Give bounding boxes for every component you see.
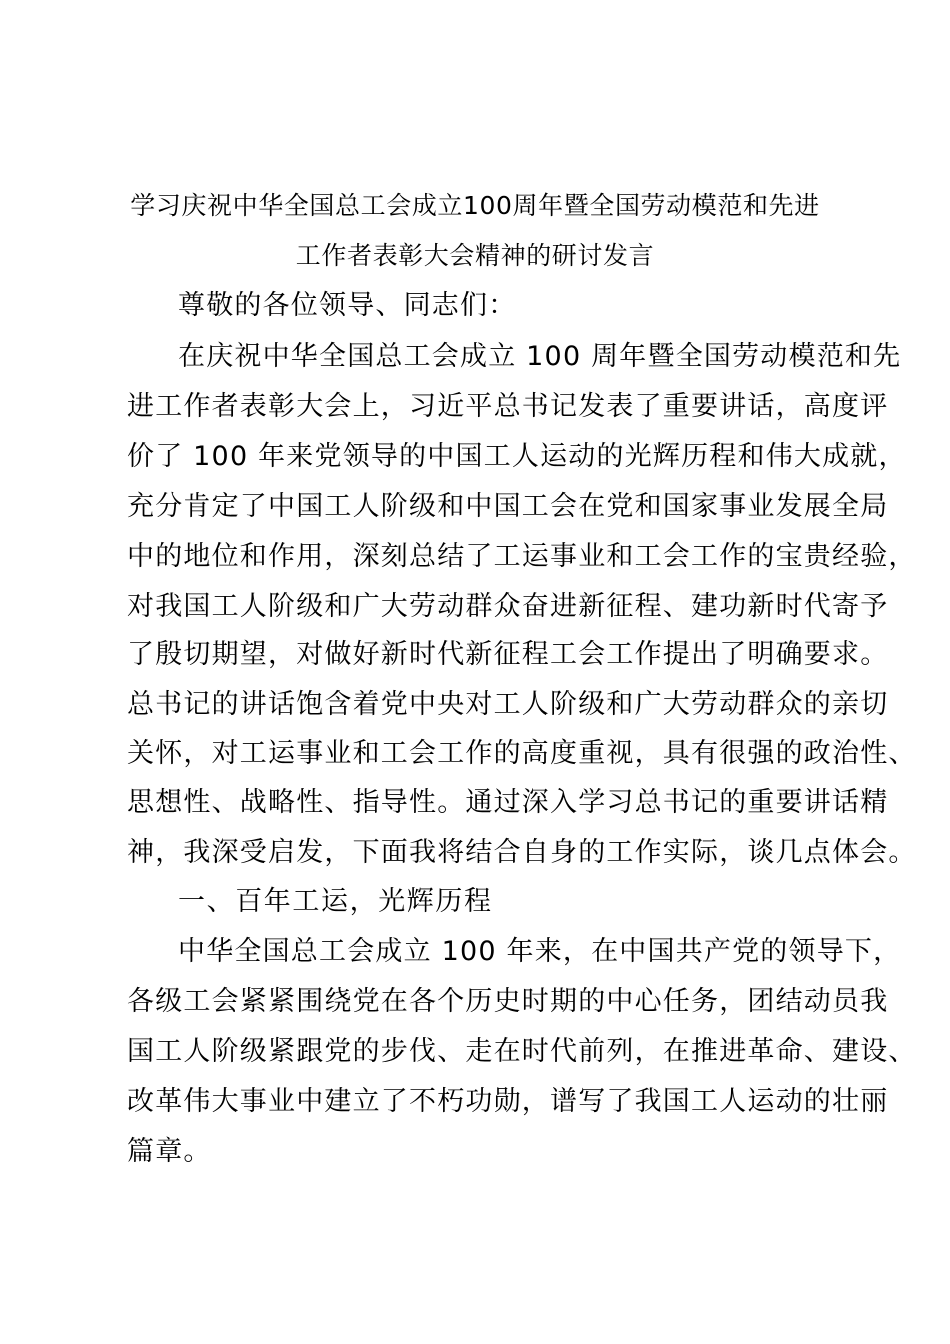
paragraph-1-line: 进工作者表彰大会上，习近平总书记发表了重要讲话，高度评 bbox=[127, 391, 889, 422]
document-title-line-2: 工作者表彰大会精神的研讨发言 bbox=[295, 241, 655, 270]
paragraph-2-line: 各级工会紧紧围绕党在各个历史时期的中心任务，团结动员我 bbox=[127, 986, 889, 1017]
paragraph-1-line: 了殷切期望，对做好新时代新征程工会工作提出了明确要求。 bbox=[127, 639, 889, 670]
paragraph-1-line: 对我国工人阶级和广大劳动群众奋进新征程、建功新时代寄予 bbox=[127, 591, 889, 622]
section-heading-1: 一、百年工运，光辉历程 bbox=[178, 886, 493, 917]
paragraph-1-line: 总书记的讲话饱含着党中央对工人阶级和广大劳动群众的亲切 bbox=[127, 689, 889, 720]
paragraph-1-line: 充分肯定了中国工人阶级和中国工会在党和国家事业发展全局 bbox=[127, 491, 889, 522]
paragraph-2-line: 篇章。 bbox=[127, 1136, 212, 1167]
paragraph-1-line: 关怀，对工运事业和工会工作的高度重视，具有很强的政治性、 bbox=[127, 738, 917, 769]
salutation: 尊敬的各位领导、同志们： bbox=[178, 290, 517, 321]
document-title-line-1: 学习庆祝中华全国总工会成立100周年暨全国劳动模范和先进 bbox=[130, 191, 820, 220]
paragraph-1-line: 在庆祝中华全国总工会成立 100 周年暨全国劳动模范和先 bbox=[178, 341, 902, 372]
paragraph-2-line: 国工人阶级紧跟党的步伐、走在时代前列，在推进革命、建设、 bbox=[127, 1036, 917, 1067]
paragraph-1-line: 价了 100 年来党领导的中国工人运动的光辉历程和伟大成就， bbox=[127, 441, 907, 472]
paragraph-1-line: 中的地位和作用，深刻总结了工运事业和工会工作的宝贵经验， bbox=[127, 541, 917, 572]
paragraph-2-line: 改革伟大事业中建立了不朽功勋，谱写了我国工人运动的壮丽 bbox=[127, 1086, 889, 1117]
paragraph-1-line: 思想性、战略性、指导性。通过深入学习总书记的重要讲话精 bbox=[127, 787, 889, 818]
paragraph-1-line: 神，我深受启发，下面我将结合自身的工作实际，谈几点体会。 bbox=[127, 837, 917, 868]
paragraph-2-line: 中华全国总工会成立 100 年来，在中国共产党的领导下， bbox=[178, 936, 902, 967]
